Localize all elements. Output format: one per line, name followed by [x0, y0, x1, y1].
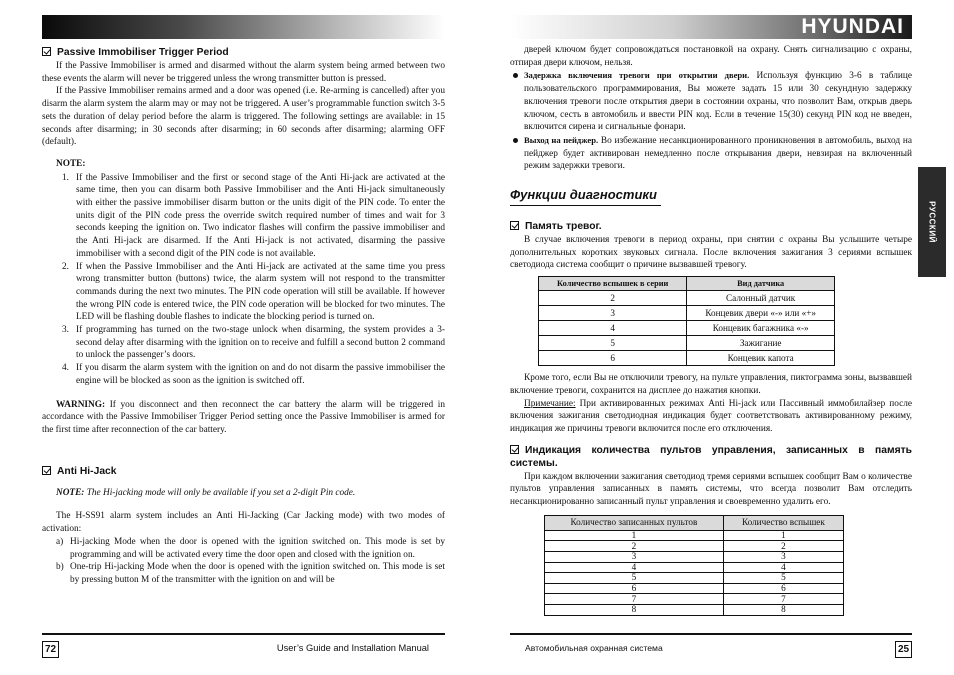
table-cell: 8 — [545, 604, 724, 615]
remotes-count-table — [544, 515, 844, 616]
table-cell: 3 — [545, 551, 724, 562]
paragraph: If the Passive Immobiliser is armed and disarmed without the alarm system being armed between two these events the alarm will never be triggered unless the wrong transmitter button is pressed. — [42, 61, 445, 84]
checkbox-icon — [42, 466, 51, 475]
table-cell: 5 — [723, 573, 843, 584]
table-cell: 8 — [723, 604, 843, 615]
table-row — [539, 336, 835, 351]
footer-rule — [42, 633, 445, 635]
table-cell: 6 — [539, 351, 687, 366]
language-tab — [918, 167, 946, 277]
table-row — [545, 594, 844, 605]
section-heading — [510, 444, 912, 470]
warning-paragraph — [42, 399, 445, 437]
list-item — [62, 172, 445, 261]
list-item — [56, 561, 445, 586]
table-header-cell: Вид датчика — [687, 277, 835, 291]
table-header-cell: Количество записанных пультов — [545, 515, 724, 530]
table-header-cell: Количество вспышек в серии — [539, 277, 687, 291]
list-text: Hi-jacking Mode when the door is opened with the ignition switched on. This mode is set by programming and will be activated every time the door open and closed with the ignition on. — [70, 536, 445, 560]
bullet-heading: Выход на пейджер. — [524, 134, 599, 145]
page-number: 25 — [895, 641, 912, 658]
table-header-row — [539, 277, 835, 291]
footer-rule — [510, 633, 912, 635]
note-label: Примечание: — [524, 398, 576, 409]
table-cell: 5 — [539, 336, 687, 351]
list-text: If when the Passive Immobiliser and the Anti Hi-jack are activated at the same time you press wrong transmitter button (buttons) twice, the alarm system will not respond to the transmitter commands during the next two minutes. The PIN code operation will still be available. If however the wrong PIN code is entered twice, the PIN code operation will be blocked for two minutes. The LED will be flashing double flashes to indicate the blocking period is turned on. — [76, 261, 445, 323]
right-page — [477, 0, 954, 675]
warning-label: WARNING: — [56, 399, 106, 410]
table-row — [545, 530, 844, 541]
note-paragraph — [510, 398, 912, 436]
italic-note — [56, 487, 445, 500]
section-title: Anti Hi-Jack — [57, 465, 117, 477]
modes-list — [56, 536, 445, 587]
bullet-heading: Задержка включения тревоги при открытии двери. — [524, 70, 750, 81]
table-row — [539, 351, 835, 366]
table-cell: Зажигание — [687, 336, 835, 351]
header-bar — [510, 15, 912, 39]
table-row — [545, 562, 844, 573]
bullet-text: Используя функцию 3-6 в таблице пользовательского программирования, Вы можете задать 15 или 30 секундную задержку включения тревоги после открытия двери в состоянии охраны, что позволит Вам, открыв дверь ключом, сесть в автомобиль и ввести PIN код. Если в течение 15(30) секунд PIN код не введен, включится сирена и сигнальные фонари. — [524, 71, 912, 133]
table-row — [539, 291, 835, 306]
table-cell: Концевик капота — [687, 351, 835, 366]
section-title: Passive Immobiliser Trigger Period — [57, 47, 229, 58]
table-cell: Концевик багажника «-» — [687, 321, 835, 336]
section-title-diagnostics: Функции диагностики — [510, 187, 661, 206]
section-title: Память тревог. — [525, 221, 602, 233]
footer-title: Автомобильная охранная система — [525, 643, 663, 653]
paragraph: If the Passive Immobiliser remains armed and a door was opened (i.e. Re-arming is cancelled) after you disarm the alarm system the alarm may or may not be triggered. A user’s programmable function switch 3-5 sets the duration of delay period before the alarm is triggered. The following settings are available: in 15 seconds after disarming; in 30 seconds after disarming; in 60 seconds after disarming; alarming OFF (default). — [42, 86, 445, 148]
right-column — [510, 44, 912, 616]
language-tab-label: РУССКИЙ — [927, 201, 937, 243]
checkbox-icon — [42, 47, 51, 56]
section-title: Индикация количества пультов управления, записанных в память системы. — [510, 444, 912, 469]
paragraph: The H-SS91 alarm system includes an Anti Hi-Jacking (Car Jacking mode) with two modes of activation: — [42, 511, 445, 535]
table-row — [539, 306, 835, 321]
list-number: 2. — [62, 261, 69, 272]
bullet-icon — [513, 73, 518, 78]
table-cell: 4 — [539, 321, 687, 336]
table-cell: 2 — [723, 541, 843, 552]
paragraph: Кроме того, если Вы не отключили тревогу, на пульте управления, пиктограмма зоны, вызвавшей включение тревоги, сохранится на дисплее до нажатия кнопки. — [510, 373, 912, 396]
paragraph: дверей ключом будет сопровождаться постановкой на охрану. Снять сигнализацию с охраны, отпирая двери ключом, нельзя. — [510, 45, 912, 68]
notes-list — [62, 172, 445, 388]
table-cell: 4 — [545, 562, 724, 573]
page-number: 72 — [42, 641, 59, 658]
table-cell: Концевик двери «-» или «+» — [687, 306, 835, 321]
list-number: 1. — [62, 172, 69, 183]
list-item — [62, 362, 445, 387]
table-row — [545, 551, 844, 562]
paragraph: В случае включения тревоги в период охраны, при снятии с охраны Вы услышите четыре дополнительных коротких звуковых сигнала. После включения зажигания 3 сериями вспышек светодиода система сообщит о причине вызвавшей тревогу. — [510, 235, 912, 271]
alarm-cause-table — [538, 276, 835, 366]
table-cell: 2 — [545, 541, 724, 552]
table-cell: 6 — [723, 583, 843, 594]
table-cell: 3 — [539, 306, 687, 321]
list-number: a) — [56, 536, 64, 547]
table-cell: 1 — [545, 530, 724, 541]
section-heading — [510, 220, 912, 233]
table-row — [545, 604, 844, 615]
list-number: 4. — [62, 363, 69, 374]
bullet-item — [510, 69, 912, 134]
table-cell: 4 — [723, 562, 843, 573]
list-text: If programming has turned on the two-stage unlock when disarming, the system provides a 3-second delay after disarming with the ignition on to receive and fulfill a second button 2 command to unlock the passenger’s doors. — [76, 325, 445, 361]
bullet-item — [510, 134, 912, 173]
table-cell: 5 — [545, 573, 724, 584]
note-text: The Hi-jacking mode will only be available if you set a 2-digit Pin code. — [84, 487, 356, 498]
footer-title: User’s Guide and Installation Manual — [276, 643, 429, 653]
table-cell: 1 — [723, 530, 843, 541]
table-row — [539, 321, 835, 336]
note-heading: NOTE: — [56, 158, 86, 169]
checkbox-icon — [510, 445, 519, 454]
table-row — [545, 583, 844, 594]
table-header-cell: Количество вспышек — [723, 515, 843, 530]
table-row — [545, 541, 844, 552]
section-heading — [42, 465, 445, 478]
table-cell: 3 — [723, 551, 843, 562]
note-text: При активированных режимах Anti Hi-jack или Пассивный иммобилайзер после включения зажигания светодиодная индикация будет соответствовать активированному режиму, индикация же причины тревоги включится после его отключения. — [510, 398, 912, 434]
checkbox-icon — [510, 221, 519, 230]
paragraph: При каждом включении зажигания светодиод тремя сериями вспышек сообщит Вам о количестве пультов управления записанных в память системы, что всегда позволит Вам отследить несанкционированно записанный пульт управления и своевременно удалить его. — [510, 471, 912, 508]
brand-logo: HYUNDAI — [801, 15, 904, 38]
table-cell: 6 — [545, 583, 724, 594]
warning-text: If you disconnect and then reconnect the car battery the alarm will be triggered in accordance with the Passive Immobiliser Trigger Period setting once the Passive Immobiliser is armed for the first time after reconnection of the car battery. — [42, 399, 445, 435]
table-cell: 7 — [723, 594, 843, 605]
note-label: NOTE: — [56, 487, 85, 498]
left-column — [42, 46, 445, 587]
table-header-row — [545, 515, 844, 530]
table-cell: Салонный датчик — [687, 291, 835, 306]
list-item — [62, 324, 445, 362]
list-text: One-trip Hi-jacking Mode when the door is opened with the ignition switched on. This mode is set by pressing button M of the transmitter with the ignition on and will be — [70, 562, 445, 585]
header-bar — [42, 15, 445, 39]
table-cell: 2 — [539, 291, 687, 306]
bullet-text: Во избежание несанкционированного проникновения в автомобиль, выход на пейджер будет активирован немедленно после открывания двери, невзирая на включенный режим задержки тревоги. — [524, 135, 912, 172]
bullet-icon — [513, 138, 518, 143]
table-row — [545, 573, 844, 584]
section-heading — [42, 46, 445, 59]
list-item — [62, 261, 445, 325]
list-number: 3. — [62, 325, 69, 336]
list-text: If you disarm the alarm system with the ignition on and do not disarm the passive immobiliser the engine will be blocked as soon as the ignition is switched off. — [76, 363, 445, 386]
list-number: b) — [56, 562, 64, 573]
table-cell: 7 — [545, 594, 724, 605]
list-text: If the Passive Immobiliser and the first or second stage of the Anti Hi-jack are activated at the same time, then you can disarm both Passive Immobiliser and the Anti Hi-jack simultaneously with either the passive immobiliser disarm button or the units digit of the PIN code. To enter the units digit of the PIN code press the override switch required number of times and wait for 3 seconds keeping the ignition on. Two indicator flashes will confirm the passive immobiliser and the Anti Hi-jack are disarmed. If the Anti Hi-jack is not activated, disarming the passive immobiliser with a second digit of the PIN code is not available. — [76, 172, 445, 259]
list-item — [56, 536, 445, 561]
